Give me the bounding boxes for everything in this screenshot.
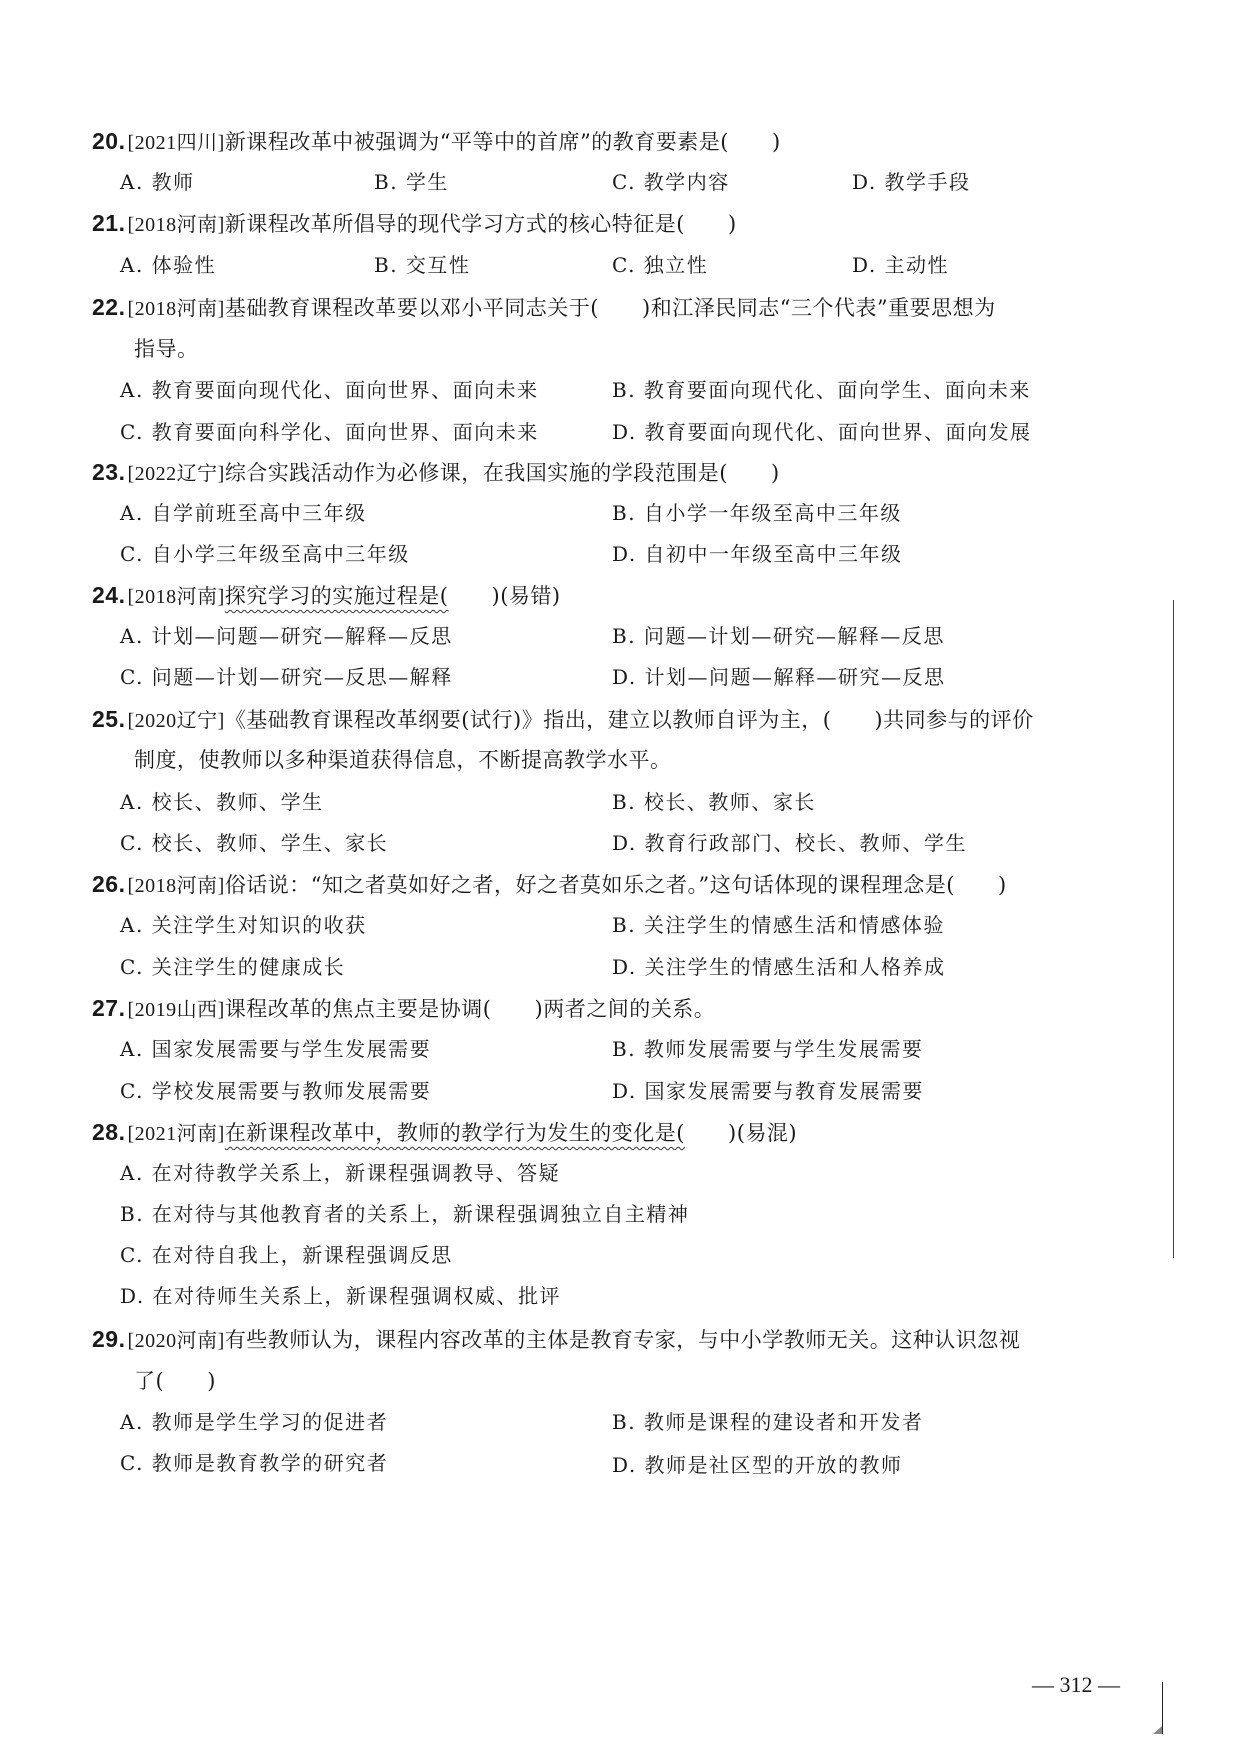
option-d: D. 自初中一年级至高中三年级: [612, 542, 903, 566]
question-source: [2021四川]: [127, 132, 225, 154]
option-d: D. 教育要面向现代化、面向世界、面向发展: [612, 420, 1032, 444]
option-c: C. 关注学生的健康成长: [120, 955, 346, 979]
question-stem-rest: )(易错): [448, 584, 561, 608]
question-number: 29.: [92, 1326, 126, 1352]
option-c: C. 自小学三年级至高中三年级: [120, 542, 410, 566]
option-a: A. 体验性: [120, 253, 217, 277]
option-a: A. 自学前班至高中三年级: [120, 501, 367, 525]
question-number: 22.: [92, 294, 126, 320]
question-22: [92, 292, 996, 324]
question-source: [2022辽宁]: [127, 463, 225, 485]
question-stem-continued: 了( ): [134, 1369, 216, 1393]
option-a: A. 在对待教学关系上，新课程强调教导、答疑: [120, 1161, 561, 1185]
option-c: C. 在对待自我上，新课程强调反思: [120, 1243, 453, 1267]
question-stem-continued: 制度，使教师以多种渠道获得信息，不断提高教学水平。: [134, 748, 672, 772]
option-b: B. 教育要面向现代化、面向学生、面向未来: [612, 378, 1031, 402]
option-b: B. 教师发展需要与学生发展需要: [612, 1037, 924, 1061]
option-a: A. 校长、教师、学生: [120, 790, 324, 814]
question-number: 20.: [92, 128, 126, 154]
question-stem: 《基础教育课程改革纲要(试行)》指出，建立以教师自评为主，( )共同参与的评价: [224, 708, 1034, 732]
option-b: B. 教师是课程的建设者和开发者: [612, 1410, 924, 1434]
question-21: [92, 208, 737, 240]
question-stem-rest: )(易混): [685, 1121, 798, 1145]
question-27: [92, 993, 715, 1025]
question-source: [2020河南]: [127, 1330, 225, 1352]
option-a: A. 计划—问题—研究—解释—反思: [120, 624, 453, 648]
question-stem: 新课程改革中被强调为“平等中的首席”的教育要素是( ): [224, 130, 781, 154]
option-c: C. 教育要面向科学化、面向世界、面向未来: [120, 420, 539, 444]
option-d: D. 在对待师生关系上，新课程强调权威、批评: [120, 1284, 562, 1308]
question-24: [92, 580, 561, 612]
question-source: [2021河南]: [127, 1123, 225, 1145]
question-source: [2018河南]: [127, 875, 225, 897]
option-d: D. 主动性: [852, 253, 950, 277]
option-c: C. 教师是教育教学的研究者: [120, 1451, 389, 1475]
corner-fold-icon: [1153, 1726, 1162, 1734]
option-c: C. 独立性: [612, 253, 709, 277]
question-number: 21.: [92, 210, 126, 236]
question-number: 24.: [92, 582, 126, 608]
option-d: D. 计划—问题—解释—研究—反思: [612, 665, 946, 689]
corner-crop-mark: [1162, 1682, 1163, 1734]
question-source: [2018河南]: [127, 586, 225, 608]
question-23: [92, 457, 780, 489]
page-edge-line: [1173, 600, 1174, 1258]
option-c: C. 校长、教师、学生、家长: [120, 831, 389, 855]
question-stem: 新课程改革所倡导的现代学习方式的核心特征是( ): [224, 212, 737, 236]
question-29: [92, 1324, 1020, 1356]
option-b: B. 问题—计划—研究—解释—反思: [612, 624, 945, 648]
question-stem-underlined: 在新课程改革中，教师的教学行为发生的变化是(: [224, 1121, 686, 1145]
question-stem-continued: 指导。: [134, 337, 199, 361]
option-d: D. 关注学生的情感生活和人格养成: [612, 955, 946, 979]
question-26: [92, 869, 1007, 901]
option-d: D. 教育行政部门、校长、教师、学生: [612, 831, 968, 855]
question-source: [2019山西]: [127, 999, 225, 1021]
question-number: 27.: [92, 995, 126, 1021]
option-b: B. 自小学一年级至高中三年级: [612, 501, 902, 525]
option-b: B. 学生: [374, 170, 449, 194]
question-stem-underlined: 探究学习的实施过程是(: [224, 584, 449, 608]
option-b: B. 在对待与其他教育者的关系上，新课程强调独立自主精神: [120, 1202, 690, 1226]
question-stem: 综合实践活动作为必修课，在我国实施的学段范围是( ): [224, 461, 780, 485]
page-number: — 312 —: [1032, 1672, 1120, 1697]
option-d: D. 国家发展需要与教育发展需要: [612, 1079, 925, 1103]
option-a: A. 教师是学生学习的促进者: [120, 1410, 389, 1434]
question-28: [92, 1117, 797, 1149]
question-number: 28.: [92, 1119, 126, 1145]
option-c: C. 学校发展需要与教师发展需要: [120, 1079, 432, 1103]
option-d: D. 教学手段: [852, 170, 971, 194]
question-number: 23.: [92, 459, 126, 485]
question-25: [92, 704, 1034, 736]
option-a: A. 关注学生对知识的收获: [120, 913, 367, 937]
option-b: B. 校长、教师、家长: [612, 790, 816, 814]
option-a: A. 教育要面向现代化、面向世界、面向未来: [120, 378, 539, 402]
question-source: [2020辽宁]: [127, 710, 225, 732]
question-stem: 有些教师认为，课程内容改革的主体是教育专家，与中小学教师无关。这种认识忽视: [224, 1328, 1021, 1352]
question-stem: 基础教育课程改革要以邓小平同志关于( )和江泽民同志“三个代表”重要思想为: [224, 296, 996, 320]
option-a: A. 教师: [120, 170, 195, 194]
question-20: [92, 126, 781, 158]
option-b: B. 关注学生的情感生活和情感体验: [612, 913, 945, 937]
question-number: 26.: [92, 871, 126, 897]
option-d: D. 教师是社区型的开放的教师: [612, 1453, 903, 1477]
option-c: C. 问题—计划—研究—反思—解释: [120, 665, 453, 689]
question-stem: 俗话说：“知之者莫如好之者，好之者莫如乐之者。”这句话体现的课程理念是( ): [224, 873, 1007, 897]
question-source: [2018河南]: [127, 214, 225, 236]
question-stem: 课程改革的焦点主要是协调( )两者之间的关系。: [224, 997, 716, 1021]
option-a: A. 国家发展需要与学生发展需要: [120, 1037, 432, 1061]
question-number: 25.: [92, 706, 126, 732]
question-source: [2018河南]: [127, 298, 225, 320]
option-b: B. 交互性: [374, 253, 471, 277]
option-c: C. 教学内容: [612, 170, 730, 194]
